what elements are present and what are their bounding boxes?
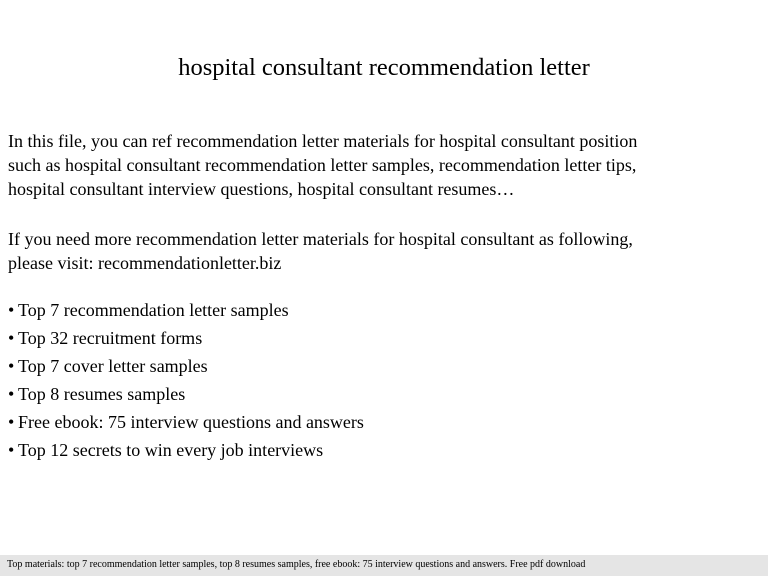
list-item-label: Top 32 recruitment forms (18, 328, 203, 348)
bullet-icon: • (8, 384, 15, 404)
footer-bar (0, 555, 768, 576)
list-item (8, 436, 760, 464)
list-item (8, 380, 760, 408)
footer-text: Top materials: top 7 recommendation letter samples, top 8 resumes samples, free ebook: 75 interview questions and answers. Free pdf download (7, 559, 586, 570)
more-info-line: please visit: recommendationletter.biz (8, 253, 282, 273)
list-item-label: Free ebook: 75 interview questions and answers (18, 412, 364, 432)
bullet-icon: • (8, 440, 15, 460)
bullet-icon: • (8, 412, 15, 432)
list-item-label: Top 8 resumes samples (18, 384, 186, 404)
intro-line: hospital consultant interview questions, hospital consultant resumes… (8, 179, 515, 199)
more-info-line: If you need more recommendation letter materials for hospital consultant as following, (8, 229, 633, 249)
more-info-paragraph (8, 227, 760, 275)
list-item-label: Top 12 secrets to win every job interviews (18, 440, 324, 460)
list-item (8, 408, 760, 436)
list-item (8, 324, 760, 352)
bullet-icon: • (8, 300, 15, 320)
list-item-label: Top 7 recommendation letter samples (18, 300, 289, 320)
slide-title: hospital consultant recommendation letter (178, 54, 590, 81)
list-item (8, 296, 760, 324)
materials-list (8, 296, 760, 464)
bullet-icon: • (8, 328, 15, 348)
intro-line: such as hospital consultant recommendation letter samples, recommendation letter tips, (8, 155, 637, 175)
list-item (8, 352, 760, 380)
intro-line: In this file, you can ref recommendation letter materials for hospital consultant position (8, 131, 638, 151)
list-item-label: Top 7 cover letter samples (18, 356, 208, 376)
bullet-icon: • (8, 356, 15, 376)
intro-paragraph (8, 129, 760, 201)
